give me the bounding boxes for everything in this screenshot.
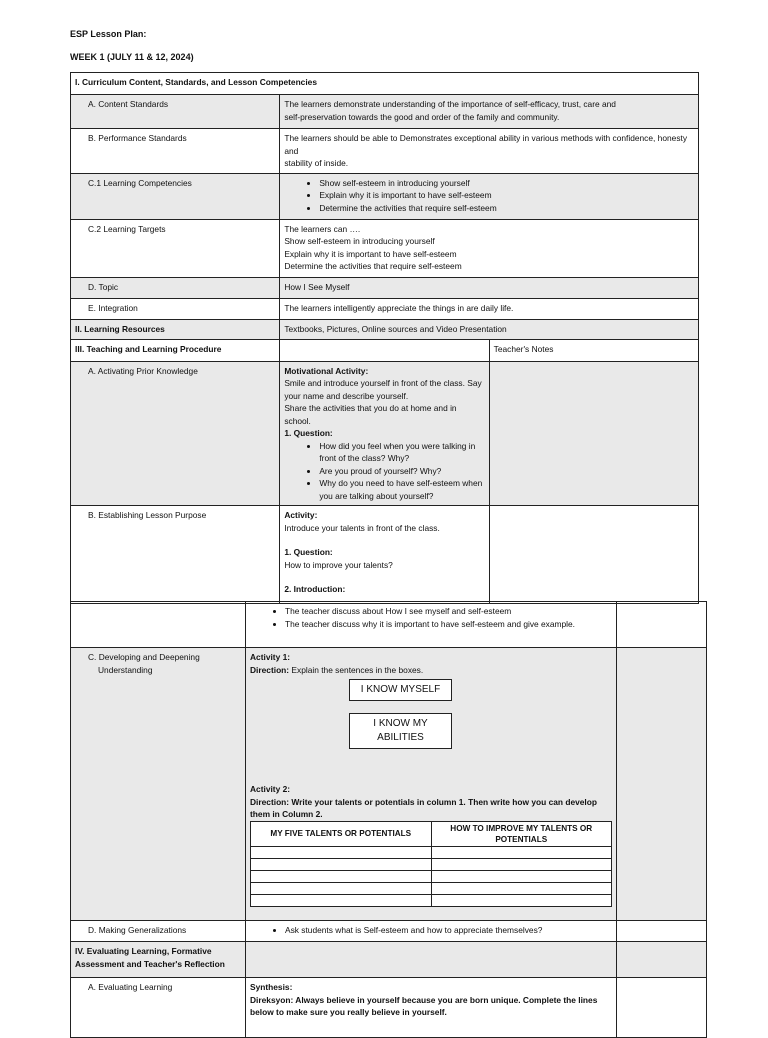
evaluating-label: A. Evaluating Learning bbox=[71, 978, 246, 1038]
question-heading: 1. Question: bbox=[284, 428, 333, 438]
teachers-notes-cell bbox=[617, 978, 707, 1038]
text-line: I KNOW MY bbox=[373, 718, 428, 729]
teachers-notes-cell bbox=[489, 506, 698, 604]
table-row bbox=[71, 942, 707, 978]
table-row bbox=[71, 602, 707, 648]
activity-heading: Motivational Activity: bbox=[284, 365, 369, 376]
direction-text: Direksyon: Always believe in yourself because you are born unique. Complete the lines below to make sure you really believe in yourself. bbox=[250, 994, 598, 1017]
table-row bbox=[71, 277, 699, 298]
generalizations-content bbox=[246, 921, 617, 942]
content-standards-value bbox=[280, 95, 699, 129]
targets-value bbox=[280, 219, 699, 277]
teachers-notes-cell bbox=[617, 602, 707, 648]
teachers-notes-cell bbox=[489, 361, 698, 506]
empty-cell bbox=[71, 602, 246, 648]
table-row bbox=[251, 846, 612, 858]
deepening-label bbox=[71, 648, 246, 921]
table-row bbox=[251, 882, 612, 894]
activity-heading: Activity 2: bbox=[250, 784, 291, 794]
table-row bbox=[71, 978, 707, 1038]
empty-cell bbox=[617, 942, 707, 978]
empty-cell bbox=[246, 942, 617, 978]
synthesis-heading: Synthesis: bbox=[250, 982, 293, 992]
list-item: • Explain why it is important to have self-esteem bbox=[319, 189, 694, 202]
lesson-plan-table-part2 bbox=[70, 601, 707, 1038]
talents-table bbox=[250, 821, 612, 907]
section-3-title: III. Teaching and Learning Procedure bbox=[71, 339, 280, 361]
table-row bbox=[71, 173, 699, 219]
text-line: Show self-esteem in introducing yourself bbox=[284, 236, 435, 246]
table-row bbox=[71, 361, 699, 506]
section-1-title: I. Curriculum Content, Standards, and Lesson Competencies bbox=[71, 73, 699, 95]
improve-entry-cell[interactable] bbox=[431, 858, 612, 870]
direction-line bbox=[250, 664, 612, 677]
list-item: • The teacher discuss about How I see myself and self-esteem bbox=[285, 605, 612, 618]
performance-standards-label: B. Performance Standards bbox=[71, 129, 280, 174]
text-line: Explain why it is important to have self-esteem bbox=[284, 248, 457, 259]
text-line: stability of inside. bbox=[284, 158, 349, 168]
i-know-myself-box: I KNOW MYSELF bbox=[349, 679, 452, 701]
content-standards-label: A. Content Standards bbox=[71, 95, 280, 129]
lesson-plan-table-part1 bbox=[70, 72, 699, 604]
text-line: Determine the activities that require self-esteem bbox=[284, 261, 462, 271]
text-line: Understanding bbox=[98, 664, 153, 675]
text-line: The learners should be able to Demonstrates exceptional ability in various methods with confidence, honesty and bbox=[284, 133, 688, 156]
text-line: The learners demonstrate understanding of the importance of self-efficacy, trust, care and bbox=[284, 99, 616, 109]
teachers-notes-header: Teacher's Notes bbox=[489, 339, 698, 361]
list-item: • Ask students what is Self-esteem and how to appreciate themselves? bbox=[285, 924, 612, 937]
prior-knowledge-label: A. Activating Prior Knowledge bbox=[71, 361, 280, 506]
table-row bbox=[251, 894, 612, 906]
talents-column-header: MY FIVE TALENTS OR POTENTIALS bbox=[251, 821, 432, 846]
improve-entry-cell[interactable] bbox=[431, 870, 612, 882]
table-row bbox=[71, 219, 699, 277]
table-row bbox=[71, 339, 699, 361]
activity-heading: Activity: bbox=[284, 510, 318, 520]
evaluating-content bbox=[246, 978, 617, 1038]
teachers-notes-cell bbox=[617, 921, 707, 942]
list-item: • Are you proud of yourself? Why? bbox=[319, 465, 484, 478]
teachers-notes-cell bbox=[617, 648, 707, 921]
improve-entry-cell[interactable] bbox=[431, 894, 612, 906]
text-line: Introduce your talents in front of the class. bbox=[284, 522, 440, 533]
text-line: Smile and introduce yourself in front of the class. Say your name and describe yourself. bbox=[284, 378, 482, 401]
lesson-purpose-label: B. Establishing Lesson Purpose bbox=[71, 506, 280, 604]
text-line: ABILITIES bbox=[377, 732, 424, 743]
table-row bbox=[251, 870, 612, 882]
table-row bbox=[71, 506, 699, 604]
introduction-items bbox=[246, 602, 617, 648]
list-item: • How did you feel when you were talking in front of the class? Why? bbox=[319, 440, 484, 465]
improve-entry-cell[interactable] bbox=[431, 846, 612, 858]
table-row bbox=[71, 319, 699, 339]
generalizations-label: D. Making Generalizations bbox=[71, 921, 246, 942]
topic-label: D. Topic bbox=[71, 277, 280, 298]
resources-value: Textbooks, Pictures, Online sources and Video Presentation bbox=[280, 319, 699, 339]
direction-text: Explain the sentences in the boxes. bbox=[291, 664, 424, 675]
activity-heading: Activity 1: bbox=[250, 652, 291, 662]
targets-label: C.2 Learning Targets bbox=[71, 219, 280, 277]
direction-label: Direction: bbox=[250, 664, 290, 675]
integration-value: The learners intelligently appreciate the things in are daily life. bbox=[280, 298, 699, 319]
document-title: ESP Lesson Plan: bbox=[70, 29, 147, 39]
talent-entry-cell[interactable] bbox=[251, 858, 432, 870]
talent-entry-cell[interactable] bbox=[251, 846, 432, 858]
list-item: • Show self-esteem in introducing yourself bbox=[319, 177, 694, 190]
lesson-purpose-content bbox=[280, 506, 489, 604]
week-label: WEEK 1 (JULY 11 & 12, 2024) bbox=[70, 52, 194, 62]
i-know-my-abilities-box bbox=[349, 713, 452, 749]
table-row bbox=[71, 298, 699, 319]
text-line: How to improve your talents? bbox=[284, 559, 393, 570]
performance-standards-value bbox=[280, 129, 699, 174]
talent-entry-cell[interactable] bbox=[251, 894, 432, 906]
prior-knowledge-content bbox=[280, 361, 489, 506]
text-line: Share the activities that you do at home and in school. bbox=[284, 403, 457, 426]
table-row bbox=[71, 648, 707, 921]
list-item: • The teacher discuss why it is important to have self-esteem and give example. bbox=[285, 618, 612, 631]
improve-entry-cell[interactable] bbox=[431, 882, 612, 894]
introduction-heading: 2. Introduction: bbox=[284, 584, 346, 594]
competencies-value bbox=[280, 173, 699, 219]
empty-cell bbox=[280, 339, 489, 361]
topic-value: How I See Myself bbox=[280, 277, 699, 298]
table-row bbox=[71, 129, 699, 174]
competencies-label: C.1 Learning Competencies bbox=[71, 173, 280, 219]
text-line: C. Developing and Deepening bbox=[88, 652, 200, 662]
talent-entry-cell[interactable] bbox=[251, 882, 432, 894]
section-2-title: II. Learning Resources bbox=[71, 319, 280, 339]
section-4-title: IV. Evaluating Learning, Formative Assessment and Teacher's Reflection bbox=[71, 942, 246, 978]
improve-column-header: HOW TO IMPROVE MY TALENTS OR POTENTIALS bbox=[431, 821, 612, 846]
list-item: • Determine the activities that require self-esteem bbox=[319, 202, 694, 215]
deepening-content bbox=[246, 648, 617, 921]
table-row bbox=[71, 921, 707, 942]
table-row bbox=[251, 858, 612, 870]
question-heading: 1. Question: bbox=[284, 547, 333, 557]
list-item: • Why do you need to have self-esteem when you are talking about yourself? bbox=[319, 477, 484, 502]
talent-entry-cell[interactable] bbox=[251, 870, 432, 882]
table-row bbox=[71, 95, 699, 129]
integration-label: E. Integration bbox=[71, 298, 280, 319]
text-line: The learners can …. bbox=[284, 223, 361, 234]
text-line: self-preservation towards the good and order of the family and community. bbox=[284, 111, 560, 122]
direction-text: Direction: Write your talents or potentials in column 1. Then write how you can develop them in Column 2. bbox=[250, 796, 597, 819]
